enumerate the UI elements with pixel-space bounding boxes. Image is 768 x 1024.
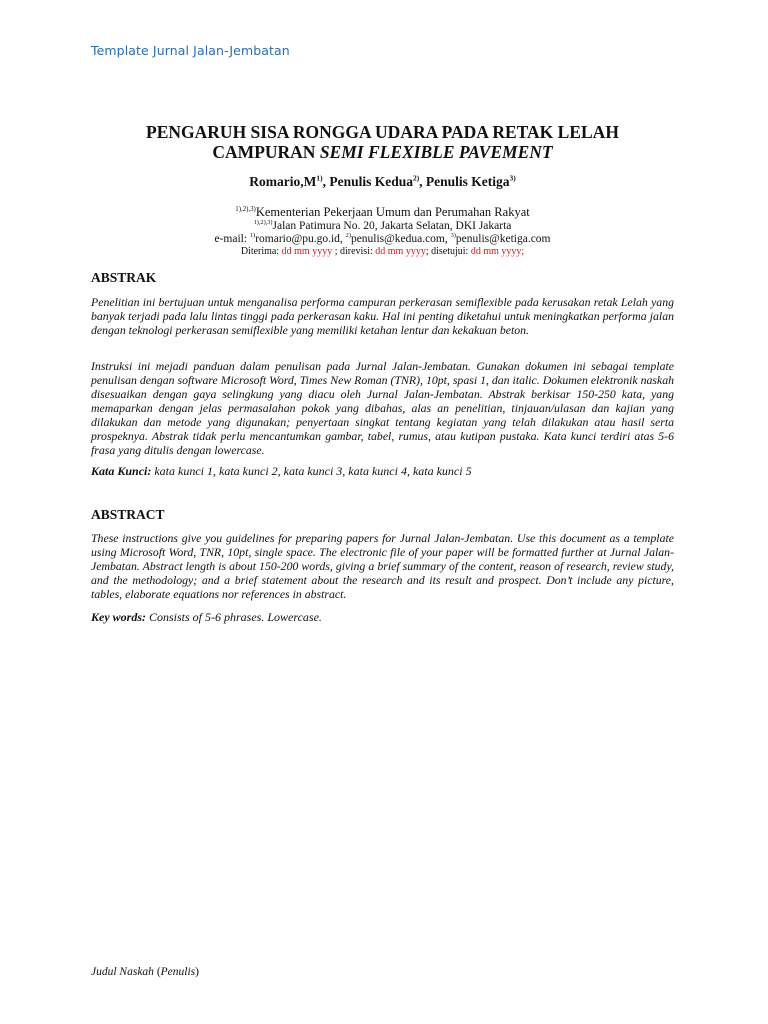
institution-sup: 1),2),3) [235, 205, 256, 213]
email-2: penulis@kedua.com, [350, 233, 451, 245]
author-sep-2: , [419, 174, 426, 189]
title-line-2-italic: SEMI FLEXIBLE PAVEMENT [319, 142, 553, 162]
author-3: Penulis Ketiga [425, 174, 510, 189]
revised-label: ; direvisi: [332, 246, 376, 257]
email-1: romario@pu.go.id, [255, 233, 346, 245]
affiliation-address [91, 220, 674, 232]
affiliation-institution [91, 205, 674, 220]
author-2-sup: 2) [412, 173, 420, 183]
footer-close-paren: ) [195, 966, 199, 978]
received-label: Diterima: [240, 246, 282, 257]
key-words-text: Consists of 5-6 phrases. Lowercase. [146, 610, 322, 624]
abstract-keywords [91, 610, 674, 625]
abstrak-paragraph-1: Penelitian ini bertujuan untuk menganalisa performa campuran perkerasan semiflexible pada kerusakan retak Lelah yang banyak terjadi pada lalu lintas tinggi pada perkerasan kaku. Hal ini penting diketahui untuk meningkatkan performa jalan dengan teknologi perkerasan semiflexible yang memiliki ketahan lentur dan kekakuan beton. [91, 295, 674, 337]
author-sep-1: , [322, 174, 330, 189]
abstrak-heading: ABSTRAK [91, 270, 157, 285]
kata-kunci-text: kata kunci 1, kata kunci 2, kata kunci 3, kata kunci 4, kata kunci 5 [151, 464, 472, 478]
footer-running-title: Judul Naskah [91, 966, 154, 978]
submission-dates [91, 246, 674, 257]
address-sup: 1),2),3) [253, 219, 273, 227]
title-line-1: PENGARUH SISA RONGGA UDARA PADA RETAK LELAH [146, 122, 619, 142]
abstrak-paragraph-2: Instruksi ini mejadi panduan dalam penulisan pada Jurnal Jalan-Jembatan. Gunakan dokumen ini sebagai template penulisan dengan software Microsoft Word, Times New Roman (TNR), 10pt, spasi 1, dan italic. Dokumen elektronik naskah disesuaikan dengan gaya selingkung yang diacu oleh Jurnal Jalan-Jembatan. Abstrak berkisar 150-250 kata, yang memaparkan dengan jelas permasalahan pokok yang dibahas, alas an penelitian, tinjauan/ulasan dan kajian yang dilakukan dan metode yang digunakan; penyertaan singkat tentang kegiatan yang telah dilakukan atau hasil serta prospeknya. Abstrak tidak perlu mencantumkan gambar, tabel, rumus, atau kutipan pustaka. Kata kunci terdiri atas 5-6 frasa yang ditulis dengan lowercase. [91, 359, 674, 457]
author-3-sup: 3) [509, 173, 516, 183]
revised-date: dd mm yyyy [375, 246, 426, 257]
abstrak-keywords [91, 464, 674, 479]
author-1: Romario,M [249, 174, 317, 189]
kata-kunci-label: Kata Kunci: [91, 464, 152, 478]
affiliation-emails [91, 233, 674, 245]
abstract-paragraph-1: These instructions give you guidelines for preparing papers for Jurnal Jalan-Jembatan. Use this document as a template using Microsoft Word, TNR, 10pt, single space. The electronic file of your paper will be formatted further at Jurnal Jalan-Jembatan. Abstract length is about 150-200 words, giving a brief summary of the content, reason of research, review study, and the methodology; and a brief statement about the research and its result and prospect. Don’t include any picture, tables, elaborate equations nor references in abstract. [91, 531, 674, 601]
institution-name: Kementerian Pekerjaan Umum dan Perumahan Rakyat [255, 205, 530, 219]
accepted-label: ; disetujui: [425, 246, 471, 257]
author-2: Penulis Kedua [329, 174, 413, 189]
received-date: dd mm yyyy [281, 246, 333, 257]
key-words-label: Key words: [91, 610, 146, 624]
address-text: Jalan Patimura No. 20, Jakarta Selatan, DKI Jakarta [272, 220, 512, 232]
email-3: penulis@ketiga.com [455, 233, 551, 245]
email-1-sup: 1) [249, 232, 256, 240]
page-footer [91, 966, 199, 978]
running-header: Template Jurnal Jalan-Jembatan [91, 43, 290, 58]
email-2-sup: 2) [345, 232, 351, 240]
email-3-sup: 3) [450, 232, 456, 240]
paper-title [91, 122, 674, 162]
author-1-sup: 1) [316, 173, 323, 183]
title-line-2: CAMPURAN [212, 142, 320, 162]
accepted-date: dd mm yyyy; [470, 246, 525, 257]
email-label: e-mail: [214, 233, 250, 245]
author-list [91, 174, 674, 190]
footer-open-paren: ( [153, 966, 161, 978]
abstract-heading: ABSTRACT [91, 507, 165, 522]
footer-authors: Penulis [160, 966, 196, 978]
